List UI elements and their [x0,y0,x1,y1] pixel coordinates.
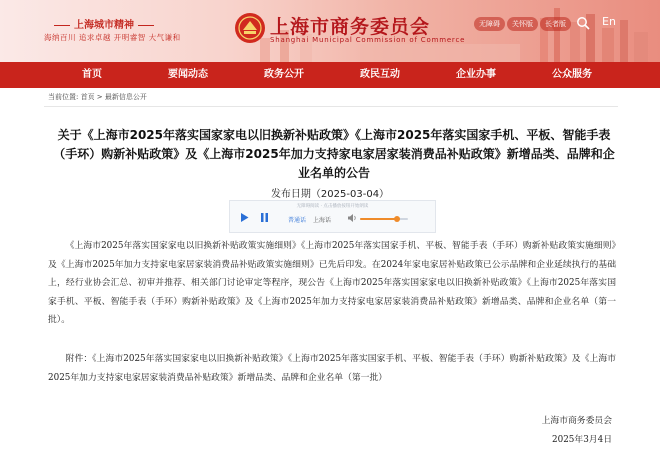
mandarin-option[interactable]: 普通话 [288,217,307,224]
volume-knob[interactable] [394,216,400,222]
article-paragraph-1: 《上海市2025年落实国家家电以旧换新补贴政策实施细则》《上海市2025年落实国家手机、平板、智能手表（手环）购新补贴政策实施细则》及《上海市2025年加力支持家电家居家装消费品补贴政策实施细则》已先后印发。在2024年家电家居补贴政策已公示品牌和企业延续执行的基础上，经行业协会汇总、初审并推荐、相关部门讨论审定等程序，现公告《上海市2025年落实国家家电以旧换新补贴政策》《上海市2025年落实国家手机、平板、智能手表（手环）购新补贴政策》及《上海市2025年加力支持家电家居家装消费品补贴政策》新增品类、品牌和企业名单（第一批）。 [48,241,616,325]
pause-icon[interactable] [260,213,269,222]
volume-fill [360,218,397,220]
signature-date: 2025年3月4日 [552,435,612,445]
play-icon[interactable] [240,213,249,222]
city-motto: 海纳百川 追求卓越 开明睿智 大气谦和 [44,33,181,42]
city-spirit-label: 上海城市精神 [50,16,158,31]
care-mode-button[interactable]: 关怀版 [507,17,538,31]
audio-player [229,200,436,233]
nav-item-news[interactable]: 要闻动态 [168,69,208,80]
player-tip: 无障碍阅读 · 点击播放按钮开始朗读 [296,204,369,209]
signature-org: 上海市商务委员会 [541,416,612,426]
volume-icon [348,214,357,222]
nav-item-home[interactable]: 首页 [82,69,102,80]
main-nav [0,62,660,88]
nav-item-government-affairs[interactable]: 政务公开 [264,69,304,80]
site-name: 上海市商务委员会 [270,16,431,38]
site-name-en: Shanghai Municipal Commission of Commerce [270,36,466,44]
search-icon[interactable] [576,16,590,30]
volume-slider[interactable] [360,218,408,220]
article-title: 关于《上海市2025年落实国家家电以旧换新补贴政策》《上海市2025年落实国家手机、平板、智能手表（手环）购新补贴政策》及《上海市2025年加力支持家电家居家装消费品补贴政策》新增品类、品牌和企业名单的公告 [53,128,615,180]
site-header [0,0,660,62]
publish-date: 发布日期（2025-03-04） [270,189,390,200]
article-attachment-paragraph[interactable]: 附件：《上海市2025年落实国家家电以旧换新补贴政策》《上海市2025年落实国家手机、平板、智能手表（手环）购新补贴政策》及《上海市2025年加力支持家电家居家装消费品补贴政策》新增品类、品牌和企业名单（第一批） [48,354,616,383]
commission-emblem-icon [234,12,266,44]
nav-item-interaction[interactable]: 政民互动 [360,69,400,80]
nav-item-enterprise-services[interactable]: 企业办事 [456,69,496,80]
divider [44,106,618,107]
elder-mode-button[interactable]: 长者版 [540,17,571,31]
english-link[interactable]: En [602,15,616,28]
accessibility-button[interactable]: 无障碍 [474,17,505,31]
shanghainese-option[interactable]: 上海话 [313,217,332,224]
nav-item-public-services[interactable]: 公众服务 [552,69,592,80]
breadcrumb[interactable]: 当前位置: 首页 > 最新信息公开 [48,93,147,101]
